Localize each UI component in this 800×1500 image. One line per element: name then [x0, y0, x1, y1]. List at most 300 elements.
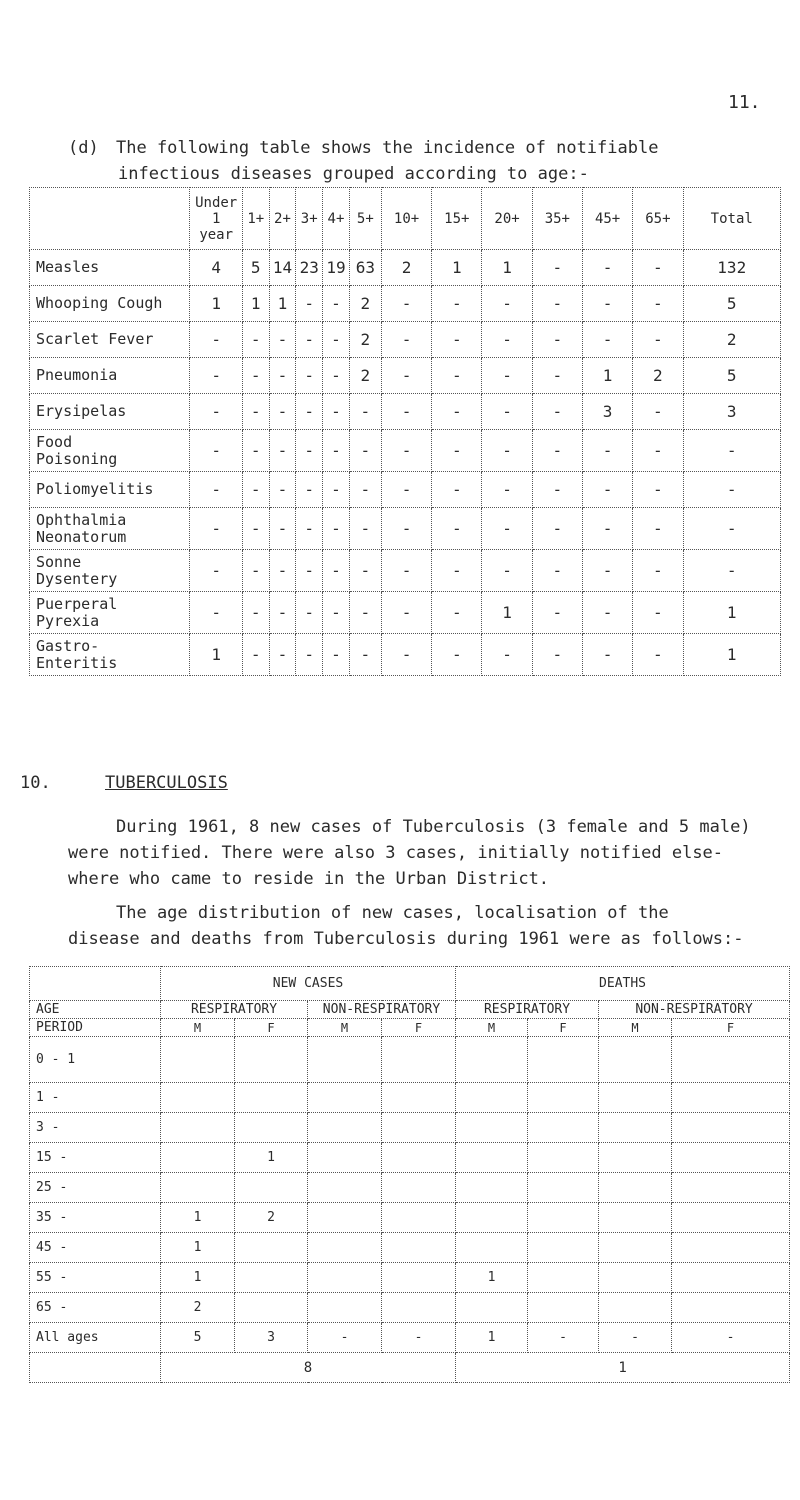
tb-deaths-total: 1	[456, 1353, 790, 1383]
count-cell: -	[296, 286, 323, 322]
count-cell: -	[190, 322, 242, 358]
tb-value-cell	[308, 1293, 382, 1323]
count-cell: -	[482, 322, 532, 358]
count-cell: -	[532, 472, 582, 508]
tb-value-cell	[672, 1173, 790, 1203]
count-cell: -	[432, 508, 482, 550]
count-cell: -	[190, 472, 242, 508]
disease-name-line: Erysipelas	[36, 402, 127, 420]
tb-value-cell	[235, 1037, 308, 1083]
count-cell: -	[323, 430, 350, 472]
tb-value-cell	[308, 1113, 382, 1143]
tb-value-cell: -	[382, 1323, 456, 1353]
tb-value-cell	[672, 1233, 790, 1263]
section-heading	[20, 773, 228, 793]
count-cell: -	[482, 634, 532, 676]
total-cell: 5	[683, 286, 781, 322]
disease-name	[30, 250, 190, 286]
tb-f-label: F	[235, 1019, 308, 1037]
header-age-3: 4+	[323, 188, 350, 250]
tb-value-cell	[672, 1293, 790, 1323]
tb-row	[30, 1293, 790, 1323]
tb-value-cell	[456, 1113, 528, 1143]
table-row	[30, 286, 781, 322]
tb-value-cell	[528, 1263, 599, 1293]
tb-age-period: 35 -	[30, 1203, 161, 1233]
count-cell: 19	[323, 250, 350, 286]
table-row	[30, 592, 781, 634]
count-cell: -	[323, 286, 350, 322]
header-age-9: 45+	[582, 188, 632, 250]
tb-value-cell	[528, 1037, 599, 1083]
count-cell: 1	[432, 250, 482, 286]
count-cell: -	[482, 472, 532, 508]
tb-f-label: F	[672, 1019, 790, 1037]
count-cell: -	[349, 592, 381, 634]
tb-age-period: 1 -	[30, 1083, 161, 1113]
table-row	[30, 634, 781, 676]
count-cell: -	[242, 322, 269, 358]
count-cell: -	[432, 358, 482, 394]
count-cell: -	[296, 592, 323, 634]
header-under-1-year-text: year	[199, 226, 234, 243]
header-blank-cell	[30, 188, 190, 250]
tb-paragraph-1	[68, 814, 768, 892]
count-cell: -	[190, 592, 242, 634]
tb-d-respiratory: RESPIRATORY	[456, 1001, 599, 1019]
disease-name	[30, 394, 190, 430]
count-cell: -	[381, 322, 431, 358]
tb-value-cell	[672, 1113, 790, 1143]
table-row	[30, 358, 781, 394]
tb-value-cell	[382, 1233, 456, 1263]
count-cell: -	[242, 472, 269, 508]
count-cell: -	[323, 472, 350, 508]
count-cell: 1	[482, 250, 532, 286]
tb-age-period: 45 -	[30, 1233, 161, 1263]
count-cell: -	[323, 550, 350, 592]
count-cell: -	[633, 634, 683, 676]
tb-value-cell	[528, 1143, 599, 1173]
tb-value-cell	[528, 1233, 599, 1263]
count-cell: -	[381, 592, 431, 634]
count-cell: -	[323, 358, 350, 394]
count-cell: -	[633, 508, 683, 550]
disease-name-line: Poisoning	[36, 449, 118, 468]
count-cell: -	[633, 322, 683, 358]
count-cell: 2	[349, 358, 381, 394]
count-cell: -	[432, 550, 482, 592]
count-cell: -	[242, 358, 269, 394]
header-age-2: 3+	[296, 188, 323, 250]
count-cell: -	[269, 634, 296, 676]
header-age-8: 35+	[532, 188, 582, 250]
count-cell: -	[190, 358, 242, 394]
disease-name	[30, 592, 190, 634]
tb-value-cell	[235, 1113, 308, 1143]
tb-value-cell	[161, 1037, 235, 1083]
count-cell: -	[482, 550, 532, 592]
count-cell: -	[532, 634, 582, 676]
tb-d-non-respiratory: NON-RESPIRATORY	[599, 1001, 790, 1019]
tb-totals-row	[30, 1353, 790, 1383]
count-cell: -	[633, 430, 683, 472]
tb-value-cell	[382, 1173, 456, 1203]
count-cell: -	[349, 508, 381, 550]
tb-value-cell	[382, 1113, 456, 1143]
disease-name-line: Enteritis	[36, 653, 118, 672]
tb-value-cell	[456, 1233, 528, 1263]
table-row	[30, 550, 781, 592]
count-cell: -	[582, 322, 632, 358]
disease-name	[30, 430, 190, 472]
count-cell: -	[532, 286, 582, 322]
tb-new-cases-header: NEW CASES	[161, 967, 456, 1001]
tb-age-period: 25 -	[30, 1173, 161, 1203]
disease-name	[30, 322, 190, 358]
header-age-4: 5+	[349, 188, 381, 250]
count-cell: -	[349, 394, 381, 430]
tb-value-cell: -	[528, 1323, 599, 1353]
count-cell: -	[269, 358, 296, 394]
tb-value-cell	[599, 1113, 672, 1143]
disease-name-line: Whooping Cough	[36, 294, 163, 312]
disease-name-line: Pyrexia	[36, 611, 100, 630]
count-cell: -	[482, 394, 532, 430]
table-row	[30, 322, 781, 358]
section-number: 10.	[20, 773, 51, 793]
count-cell: -	[582, 430, 632, 472]
tb-deaths-header: DEATHS	[456, 967, 790, 1001]
tb-row	[30, 1083, 790, 1113]
count-cell: 5	[242, 250, 269, 286]
count-cell: -	[532, 592, 582, 634]
tb-value-cell	[599, 1143, 672, 1173]
tb-age-period: 0 - 1	[30, 1037, 161, 1083]
count-cell: -	[323, 322, 350, 358]
tb-value-cell	[308, 1037, 382, 1083]
tb-age-period: 3 -	[30, 1113, 161, 1143]
count-cell: -	[381, 472, 431, 508]
count-cell: -	[242, 430, 269, 472]
tuberculosis-table	[29, 966, 790, 1383]
total-cell: 1	[683, 634, 781, 676]
count-cell: -	[323, 508, 350, 550]
count-cell: -	[190, 550, 242, 592]
total-cell: -	[683, 472, 781, 508]
header-age-1: 2+	[269, 188, 296, 250]
tb-f-label: F	[382, 1019, 456, 1037]
tb-blank-cell	[30, 967, 161, 1001]
section-title: TUBERCULOSIS	[105, 773, 228, 793]
tb-value-cell	[308, 1233, 382, 1263]
tb-value-cell: 1	[235, 1143, 308, 1173]
tb-value-cell: 1	[161, 1203, 235, 1233]
tb-value-cell	[456, 1037, 528, 1083]
count-cell: -	[432, 430, 482, 472]
tb-row	[30, 1143, 790, 1173]
count-cell: -	[633, 286, 683, 322]
count-cell: -	[482, 286, 532, 322]
tb-sex-row	[30, 1019, 790, 1037]
count-cell: -	[432, 394, 482, 430]
count-cell: -	[532, 550, 582, 592]
tb-value-cell: 1	[161, 1263, 235, 1293]
count-cell: -	[296, 472, 323, 508]
count-cell: -	[633, 472, 683, 508]
tb-period-label: PERIOD	[30, 1019, 161, 1037]
tb-value-cell	[382, 1143, 456, 1173]
tb-value-cell	[382, 1203, 456, 1233]
count-cell: -	[381, 550, 431, 592]
tb-value-cell	[528, 1293, 599, 1323]
tb-value-cell	[456, 1293, 528, 1323]
tb-paragraph-2	[68, 900, 768, 952]
header-under-1-year-text: Under	[195, 194, 238, 211]
count-cell: -	[323, 394, 350, 430]
count-cell: 2	[633, 358, 683, 394]
disease-name	[30, 286, 190, 322]
disease-name	[30, 634, 190, 676]
count-cell: -	[349, 430, 381, 472]
tb-value-cell: 1	[456, 1323, 528, 1353]
tb-value-cell: -	[672, 1323, 790, 1353]
count-cell: -	[532, 358, 582, 394]
count-cell: -	[349, 472, 381, 508]
count-cell: -	[296, 394, 323, 430]
count-cell: -	[242, 550, 269, 592]
disease-name-line: Neonatorum	[36, 527, 127, 546]
count-cell: 2	[349, 286, 381, 322]
disease-name-line: Measles	[36, 258, 100, 276]
disease-name-line: Sonne	[36, 552, 82, 571]
header-age-6: 15+	[432, 188, 482, 250]
count-cell: -	[633, 394, 683, 430]
count-cell: 1	[190, 286, 242, 322]
notifiable-diseases-table	[29, 187, 781, 676]
page-number: 11.	[728, 92, 761, 113]
count-cell: -	[269, 430, 296, 472]
tb-value-cell	[161, 1143, 235, 1173]
tb-value-cell	[599, 1173, 672, 1203]
count-cell: -	[582, 508, 632, 550]
disease-name	[30, 550, 190, 592]
count-cell: -	[432, 286, 482, 322]
tb-value-cell	[382, 1037, 456, 1083]
tb-value-cell	[672, 1263, 790, 1293]
count-cell: -	[323, 634, 350, 676]
tb-value-cell	[456, 1203, 528, 1233]
header-age-10: 65+	[633, 188, 683, 250]
tb-value-cell	[528, 1203, 599, 1233]
count-cell: -	[582, 592, 632, 634]
tb-value-cell	[672, 1037, 790, 1083]
tb-value-cell	[308, 1203, 382, 1233]
count-cell: -	[582, 472, 632, 508]
count-cell: -	[633, 592, 683, 634]
tb-value-cell	[599, 1263, 672, 1293]
tb-value-cell: -	[599, 1323, 672, 1353]
count-cell: -	[482, 358, 532, 394]
tb-value-cell	[235, 1263, 308, 1293]
tb-value-cell	[599, 1233, 672, 1263]
tb-value-cell	[599, 1083, 672, 1113]
count-cell: -	[381, 394, 431, 430]
count-cell: -	[269, 472, 296, 508]
tb-totals-blank	[30, 1353, 161, 1383]
count-cell: 1	[190, 634, 242, 676]
header-age-0: 1+	[242, 188, 269, 250]
tb-age-period: 65 -	[30, 1293, 161, 1323]
count-cell: -	[532, 250, 582, 286]
tb-value-cell	[599, 1203, 672, 1233]
tb-value-cell: 1	[456, 1263, 528, 1293]
tb-m-label: M	[161, 1019, 235, 1037]
count-cell: -	[582, 634, 632, 676]
count-cell: -	[532, 508, 582, 550]
tb-group-header-row	[30, 967, 790, 1001]
tb-value-cell	[161, 1083, 235, 1113]
tb-age-period: 55 -	[30, 1263, 161, 1293]
tb-value-cell: 1	[161, 1233, 235, 1263]
table-header-row	[30, 188, 781, 250]
total-cell: 2	[683, 322, 781, 358]
count-cell: -	[323, 592, 350, 634]
count-cell: -	[269, 550, 296, 592]
tb-value-cell	[528, 1083, 599, 1113]
total-cell: 5	[683, 358, 781, 394]
count-cell: -	[381, 358, 431, 394]
paragraph-line: During 1961, 8 new cases of Tuberculosis (3 female and 5 male)	[116, 817, 751, 837]
disease-name-line: Food	[36, 432, 73, 451]
tb-value-cell	[382, 1293, 456, 1323]
tb-value-cell	[528, 1173, 599, 1203]
tb-row	[30, 1037, 790, 1083]
count-cell: -	[269, 322, 296, 358]
disease-name-line: Scarlet Fever	[36, 330, 154, 348]
count-cell: 2	[381, 250, 431, 286]
tb-nc-non-respiratory: NON-RESPIRATORY	[308, 1001, 456, 1019]
tb-value-cell	[235, 1173, 308, 1203]
count-cell: -	[242, 592, 269, 634]
disease-name-line: Poliomyelitis	[36, 480, 154, 498]
disease-name	[30, 508, 190, 550]
tb-category-row	[30, 1001, 790, 1019]
count-cell: -	[296, 550, 323, 592]
tb-m-label: M	[599, 1019, 672, 1037]
count-cell: -	[242, 394, 269, 430]
intro-line-1: The following table shows the incidence of notifiable	[116, 138, 659, 158]
header-age-7: 20+	[482, 188, 532, 250]
tb-value-cell	[672, 1083, 790, 1113]
intro-label: (d)	[68, 138, 99, 158]
tb-value-cell	[672, 1203, 790, 1233]
disease-name-line: Pneumonia	[36, 366, 118, 384]
disease-name-line: Gastro-	[36, 636, 100, 655]
count-cell: -	[482, 508, 532, 550]
disease-name-line: Dysentery	[36, 569, 118, 588]
tb-value-cell: 5	[161, 1323, 235, 1353]
tb-row	[30, 1233, 790, 1263]
tb-value-cell	[235, 1083, 308, 1113]
header-age-5: 10+	[381, 188, 431, 250]
tb-age-label: AGE	[30, 1001, 161, 1019]
total-cell: -	[683, 550, 781, 592]
count-cell: -	[381, 634, 431, 676]
tb-value-cell	[161, 1113, 235, 1143]
count-cell: -	[532, 322, 582, 358]
count-cell: -	[633, 550, 683, 592]
intro-text	[68, 135, 768, 187]
count-cell: 1	[482, 592, 532, 634]
paragraph-line: were notified. There were also 3 cases, initially notified else-	[68, 843, 724, 863]
count-cell: 1	[582, 358, 632, 394]
tb-value-cell	[161, 1173, 235, 1203]
header-under-1-year	[190, 188, 242, 250]
table-row	[30, 394, 781, 430]
count-cell: 14	[269, 250, 296, 286]
paragraph-line: The age distribution of new cases, localisation of the	[116, 903, 669, 923]
tb-m-label: M	[308, 1019, 382, 1037]
count-cell: 1	[242, 286, 269, 322]
tb-value-cell	[308, 1143, 382, 1173]
disease-name-line: Puerperal	[36, 594, 118, 613]
tb-age-period: 15 -	[30, 1143, 161, 1173]
tb-value-cell	[528, 1113, 599, 1143]
count-cell: 23	[296, 250, 323, 286]
tb-nc-respiratory: RESPIRATORY	[161, 1001, 308, 1019]
count-cell: -	[432, 472, 482, 508]
total-cell: -	[683, 430, 781, 472]
tb-value-cell	[308, 1083, 382, 1113]
header-total: Total	[683, 188, 781, 250]
tb-f-label: F	[528, 1019, 599, 1037]
total-cell: 132	[683, 250, 781, 286]
tb-value-cell	[382, 1083, 456, 1113]
count-cell: -	[349, 550, 381, 592]
count-cell: -	[582, 250, 632, 286]
tb-value-cell	[456, 1143, 528, 1173]
tb-row	[30, 1263, 790, 1293]
count-cell: -	[482, 430, 532, 472]
tb-value-cell	[308, 1263, 382, 1293]
count-cell: -	[190, 430, 242, 472]
count-cell: -	[242, 508, 269, 550]
count-cell: -	[381, 508, 431, 550]
tb-value-cell: 2	[161, 1293, 235, 1323]
count-cell: -	[296, 322, 323, 358]
count-cell: -	[296, 358, 323, 394]
header-under-1-year-text: 1	[211, 210, 221, 227]
count-cell: -	[349, 634, 381, 676]
count-cell: 3	[582, 394, 632, 430]
disease-name	[30, 358, 190, 394]
count-cell: -	[296, 430, 323, 472]
total-cell: -	[683, 508, 781, 550]
tb-value-cell: 3	[235, 1323, 308, 1353]
count-cell: -	[532, 430, 582, 472]
disease-name	[30, 472, 190, 508]
count-cell: 1	[269, 286, 296, 322]
count-cell: -	[190, 508, 242, 550]
table-row	[30, 508, 781, 550]
count-cell: -	[582, 286, 632, 322]
count-cell: -	[269, 508, 296, 550]
total-cell: 1	[683, 592, 781, 634]
count-cell: -	[296, 634, 323, 676]
count-cell: -	[432, 592, 482, 634]
table-row	[30, 430, 781, 472]
